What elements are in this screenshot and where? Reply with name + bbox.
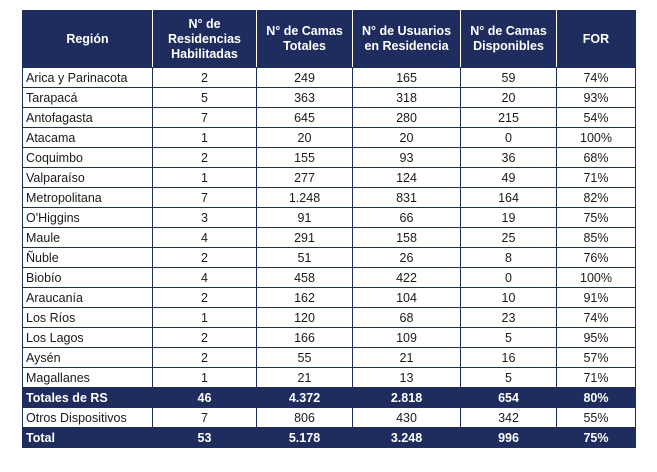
cell-camas-disponibles: 59: [461, 68, 557, 88]
cell-for: 74%: [557, 308, 636, 328]
table-row: [23, 208, 636, 228]
residencias-table-container: [22, 10, 635, 448]
cell-region: Maule: [23, 228, 153, 248]
cell-camas-disponibles: 36: [461, 148, 557, 168]
table-body: [23, 68, 636, 448]
cell-camas-disponibles: 19: [461, 208, 557, 228]
cell-region: Arica y Parinacota: [23, 68, 153, 88]
cell-camas-totales: 291: [257, 228, 353, 248]
cell-region: Totales de RS: [23, 388, 153, 408]
cell-for: 80%: [557, 388, 636, 408]
table-row: [23, 308, 636, 328]
cell-for: 74%: [557, 68, 636, 88]
table-row: [23, 128, 636, 148]
cell-camas-disponibles: 20: [461, 88, 557, 108]
cell-residencias: 1: [153, 368, 257, 388]
cell-residencias: 2: [153, 288, 257, 308]
cell-usuarios: 104: [353, 288, 461, 308]
cell-residencias: 2: [153, 348, 257, 368]
cell-usuarios: 109: [353, 328, 461, 348]
cell-camas-disponibles: 996: [461, 428, 557, 448]
cell-camas-disponibles: 0: [461, 128, 557, 148]
cell-region: Tarapacá: [23, 88, 153, 108]
cell-camas-disponibles: 23: [461, 308, 557, 328]
cell-region: Magallanes: [23, 368, 153, 388]
table-row: [23, 168, 636, 188]
cell-camas-disponibles: 5: [461, 328, 557, 348]
cell-region: Araucanía: [23, 288, 153, 308]
cell-residencias: 7: [153, 108, 257, 128]
cell-region: O'Higgins: [23, 208, 153, 228]
table-row: [23, 328, 636, 348]
cell-usuarios: 831: [353, 188, 461, 208]
cell-for: 54%: [557, 108, 636, 128]
cell-usuarios: 3.248: [353, 428, 461, 448]
cell-region: Metropolitana: [23, 188, 153, 208]
cell-region: Valparaíso: [23, 168, 153, 188]
table-row: [23, 68, 636, 88]
cell-region: Otros Dispositivos: [23, 408, 153, 428]
table-row: [23, 268, 636, 288]
header-camas-totales: N° de Camas Totales: [257, 11, 353, 68]
cell-camas-disponibles: 49: [461, 168, 557, 188]
header-residencias: N° de Residencias Habilitadas: [153, 11, 257, 68]
cell-residencias: 1: [153, 308, 257, 328]
cell-camas-disponibles: 0: [461, 268, 557, 288]
cell-for: 91%: [557, 288, 636, 308]
cell-camas-disponibles: 5: [461, 368, 557, 388]
cell-for: 95%: [557, 328, 636, 348]
cell-usuarios: 165: [353, 68, 461, 88]
cell-for: 85%: [557, 228, 636, 248]
cell-camas-totales: 91: [257, 208, 353, 228]
cell-residencias: 4: [153, 228, 257, 248]
cell-camas-totales: 21: [257, 368, 353, 388]
cell-camas-totales: 55: [257, 348, 353, 368]
header-region: Región: [23, 11, 153, 68]
cell-for: 55%: [557, 408, 636, 428]
cell-for: 82%: [557, 188, 636, 208]
residencias-sanitarias-table: [22, 10, 636, 448]
cell-camas-totales: 51: [257, 248, 353, 268]
cell-region: Atacama: [23, 128, 153, 148]
cell-usuarios: 422: [353, 268, 461, 288]
cell-residencias: 5: [153, 88, 257, 108]
cell-usuarios: 124: [353, 168, 461, 188]
cell-for: 71%: [557, 168, 636, 188]
cell-residencias: 2: [153, 328, 257, 348]
cell-camas-totales: 249: [257, 68, 353, 88]
cell-for: 57%: [557, 348, 636, 368]
cell-camas-disponibles: 25: [461, 228, 557, 248]
table-row: [23, 188, 636, 208]
cell-residencias: 4: [153, 268, 257, 288]
cell-usuarios: 13: [353, 368, 461, 388]
cell-residencias: 2: [153, 68, 257, 88]
cell-region: Antofagasta: [23, 108, 153, 128]
cell-camas-disponibles: 654: [461, 388, 557, 408]
otros-dispositivos-row: [23, 408, 636, 428]
table-row: [23, 228, 636, 248]
table-row: [23, 288, 636, 308]
cell-for: 93%: [557, 88, 636, 108]
cell-camas-totales: 458: [257, 268, 353, 288]
cell-usuarios: 20: [353, 128, 461, 148]
cell-camas-disponibles: 342: [461, 408, 557, 428]
table-row: [23, 248, 636, 268]
cell-region: Biobío: [23, 268, 153, 288]
cell-residencias: 3: [153, 208, 257, 228]
cell-for: 68%: [557, 148, 636, 168]
cell-camas-totales: 806: [257, 408, 353, 428]
cell-camas-disponibles: 10: [461, 288, 557, 308]
cell-residencias: 2: [153, 148, 257, 168]
cell-usuarios: 68: [353, 308, 461, 328]
cell-usuarios: 2.818: [353, 388, 461, 408]
cell-camas-totales: 1.248: [257, 188, 353, 208]
cell-residencias: 46: [153, 388, 257, 408]
cell-region: Coquimbo: [23, 148, 153, 168]
header-for: FOR: [557, 11, 636, 68]
cell-camas-totales: 4.372: [257, 388, 353, 408]
cell-for: 71%: [557, 368, 636, 388]
cell-usuarios: 21: [353, 348, 461, 368]
cell-residencias: 1: [153, 168, 257, 188]
cell-camas-disponibles: 215: [461, 108, 557, 128]
cell-residencias: 2: [153, 248, 257, 268]
cell-for: 100%: [557, 128, 636, 148]
cell-camas-totales: 645: [257, 108, 353, 128]
cell-for: 75%: [557, 428, 636, 448]
totales-rs-row: [23, 388, 636, 408]
cell-region: Los Ríos: [23, 308, 153, 328]
cell-camas-disponibles: 8: [461, 248, 557, 268]
cell-camas-disponibles: 16: [461, 348, 557, 368]
cell-region: Ñuble: [23, 248, 153, 268]
cell-camas-disponibles: 164: [461, 188, 557, 208]
cell-region: Aysén: [23, 348, 153, 368]
cell-camas-totales: 5.178: [257, 428, 353, 448]
table-row: [23, 348, 636, 368]
cell-camas-totales: 277: [257, 168, 353, 188]
cell-usuarios: 66: [353, 208, 461, 228]
cell-residencias: 1: [153, 128, 257, 148]
cell-residencias: 7: [153, 408, 257, 428]
header-row: [23, 11, 636, 68]
cell-camas-totales: 162: [257, 288, 353, 308]
grand-total-row: [23, 428, 636, 448]
table-row: [23, 108, 636, 128]
table-row: [23, 148, 636, 168]
cell-camas-totales: 120: [257, 308, 353, 328]
cell-usuarios: 280: [353, 108, 461, 128]
cell-region: Los Lagos: [23, 328, 153, 348]
cell-for: 75%: [557, 208, 636, 228]
cell-usuarios: 158: [353, 228, 461, 248]
cell-camas-totales: 363: [257, 88, 353, 108]
cell-usuarios: 318: [353, 88, 461, 108]
table-row: [23, 368, 636, 388]
cell-usuarios: 26: [353, 248, 461, 268]
cell-usuarios: 93: [353, 148, 461, 168]
cell-camas-totales: 155: [257, 148, 353, 168]
header-camas-disponibles: N° de Camas Disponibles: [461, 11, 557, 68]
cell-residencias: 7: [153, 188, 257, 208]
cell-residencias: 53: [153, 428, 257, 448]
cell-for: 100%: [557, 268, 636, 288]
cell-region: Total: [23, 428, 153, 448]
cell-usuarios: 430: [353, 408, 461, 428]
header-usuarios: N° de Usuarios en Residencia: [353, 11, 461, 68]
table-row: [23, 88, 636, 108]
cell-camas-totales: 20: [257, 128, 353, 148]
cell-for: 76%: [557, 248, 636, 268]
cell-camas-totales: 166: [257, 328, 353, 348]
